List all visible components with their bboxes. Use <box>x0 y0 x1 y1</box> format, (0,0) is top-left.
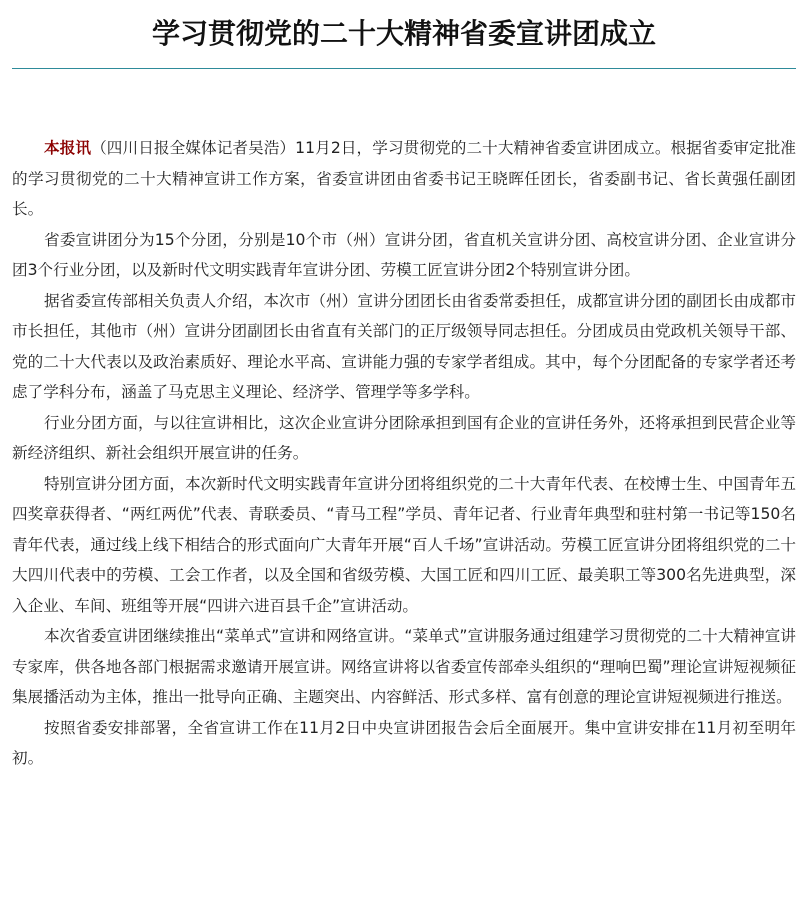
paragraph-1 <box>12 133 796 225</box>
paragraph-1-text: （四川日报全媒体记者吴浩）11月2日，学习贯彻党的二十大精神省委宣讲团成立。根据省委审定批准的学习贯彻党的二十大精神宣讲工作方案，省委宣讲团由省委书记王晓晖任团长，省委副书记、省长黄强任副团长。 <box>12 139 796 218</box>
paragraph-2: 省委宣讲团分为15个分团，分别是10个市（州）宣讲分团，省直机关宣讲分团、高校宣讲分团、企业宣讲分团3个行业分团，以及新时代文明实践青年宣讲分团、劳模工匠宣讲分团2个特别宣讲分团。 <box>12 230 796 279</box>
paragraph-5: 特别宣讲分团方面，本次新时代文明实践青年宣讲分团将组织党的二十大青年代表、在校博士生、中国青年五四奖章获得者、“两红两优”代表、青联委员、“青马工程”学员、青年记者、行业青年典型和驻村第一书记等150名青年代表，通过线上线下相结合的形式面向广大青年开展“百人千场”宣讲活动。劳模工匠宣讲分团将组织党的二十大四川代表中的劳模、工会工作者，以及全国和省级劳模、大国工匠和四川工匠、最美职工等300名先进典型，深入企业、车间、班组等开展“四讲六进百县千企”宣讲活动。 <box>12 474 796 615</box>
title-divider <box>12 68 796 69</box>
paragraph-7: 按照省委安排部署，全省宣讲工作在11月2日中央宣讲团报告会后全面展开。集中宣讲安排在11月初至明年初。 <box>12 718 796 767</box>
article-title: 学习贯彻党的二十大精神省委宣讲团成立 <box>151 17 656 50</box>
lead-tag: 本报讯 <box>44 139 92 157</box>
article-body <box>12 133 796 774</box>
paragraph-3: 据省委宣传部相关负责人介绍，本次市（州）宣讲分团团长由省委常委担任，成都宣讲分团的副团长由成都市市长担任，其他市（州）宣讲分团副团长由省直有关部门的正厅级领导同志担任。分团成员由党政机关领导干部、党的二十大代表以及政治素质好、理论水平高、宣讲能力强的专家学者组成。其中，每个分团配备的专家学者还考虑了学科分布，涵盖了马克思主义理论、经济学、管理学等多学科。 <box>12 291 796 401</box>
paragraph-4: 行业分团方面，与以往宣讲相比，这次企业宣讲分团除承担到国有企业的宣讲任务外，还将承担到民营企业等新经济组织、新社会组织开展宣讲的任务。 <box>12 413 796 462</box>
paragraph-6: 本次省委宣讲团继续推出“菜单式”宣讲和网络宣讲。“菜单式”宣讲服务通过组建学习贯彻党的二十大精神宣讲专家库，供各地各部门根据需求邀请开展宣讲。网络宣讲将以省委宣传部牵头组织的“理响巴蜀”理论宣讲短视频征集展播活动为主体，推出一批导向正确、主题突出、内容鲜活、形式多样、富有创意的理论宣讲短视频进行推送。 <box>12 627 796 706</box>
